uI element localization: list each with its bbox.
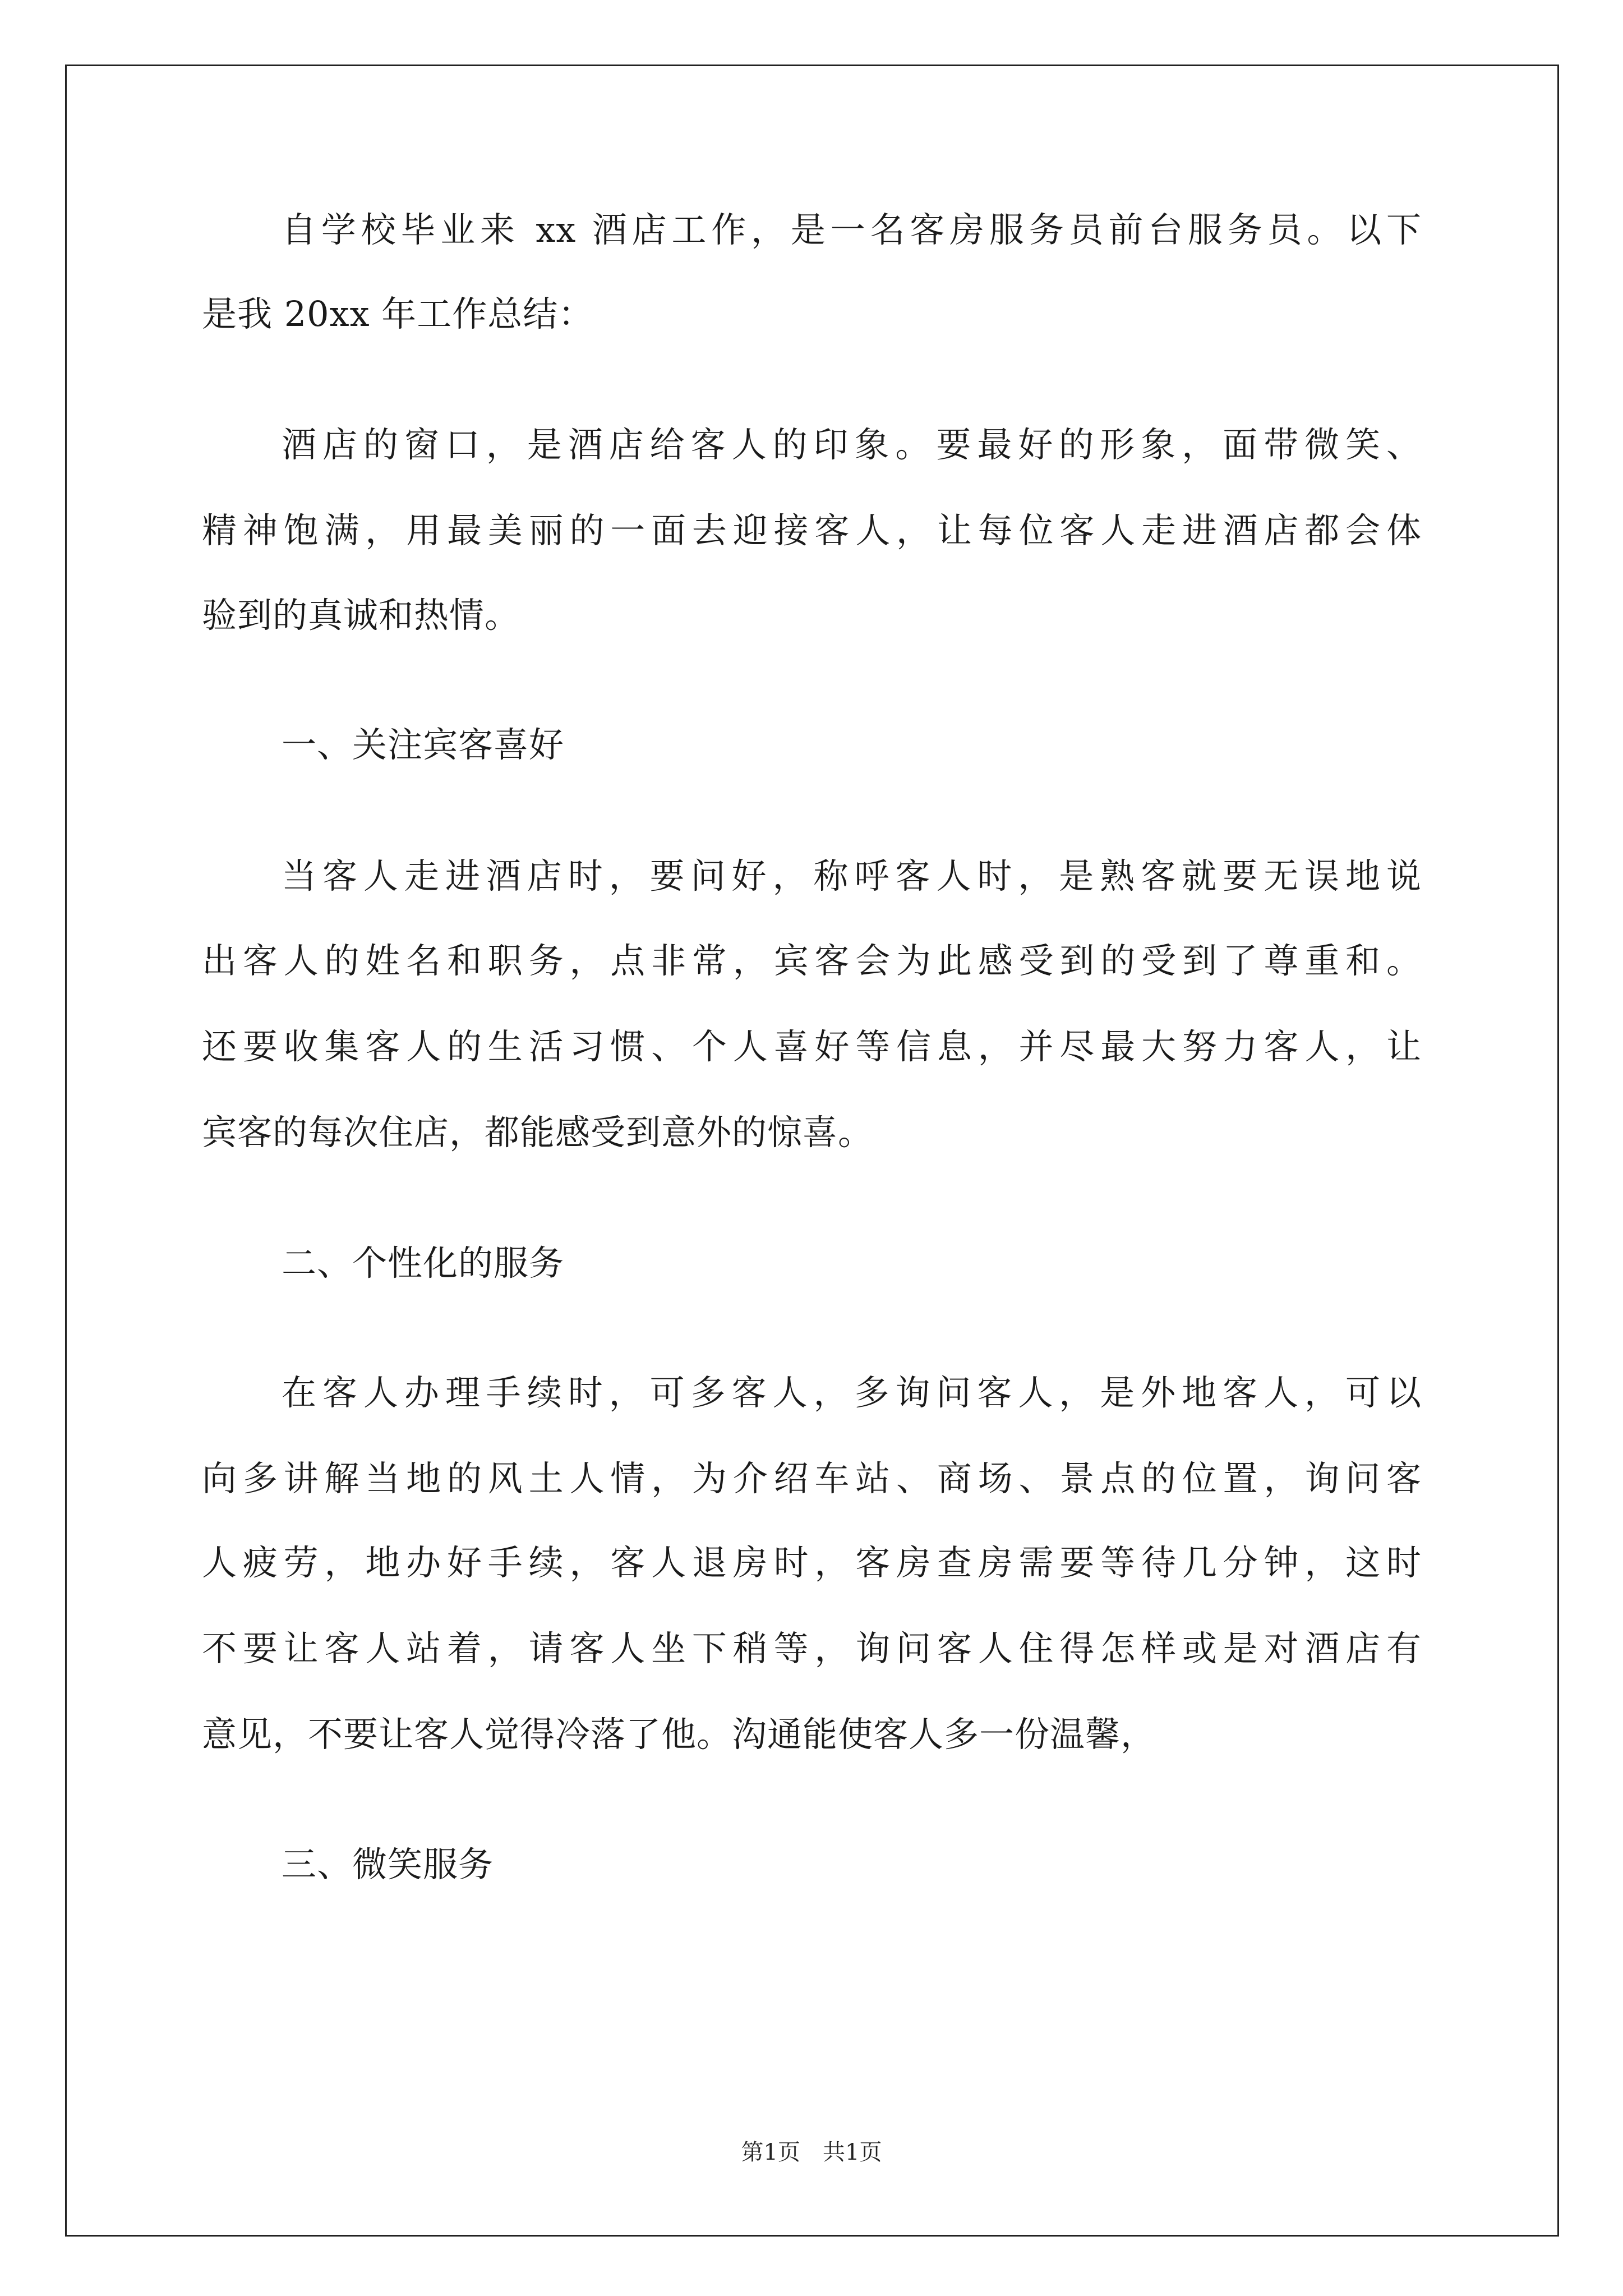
paragraph-line: 宾客的每次住店，都能感受到意外的惊喜。 (202, 1112, 874, 1153)
paragraph-line: 验到的真诚和热情。 (202, 595, 520, 636)
paragraph-line: 出客人的姓名和职务，点非常，宾客会为此感受到的受到了尊重和。 (202, 940, 1422, 981)
section-heading: 二、个性化的服务 (282, 1243, 565, 1283)
paragraph-line: 自学校毕业来 xx 酒店工作，是一名客房服务员前台服务员。以下 (282, 209, 1422, 250)
paragraph-line: 在客人办理手续时，可多客人，多询问客人，是外地客人，可以 (282, 1372, 1422, 1413)
paragraph-line: 精神饱满，用最美丽的一面去迎接客人，让每位客人走进酒店都会体 (202, 510, 1422, 551)
paragraph-line: 当客人走进酒店时，要问好，称呼客人时，是熟客就要无误地说 (282, 855, 1422, 896)
paragraph-line: 人疲劳，地办好手续，客人退房时，客房查房需要等待几分钟，这时 (202, 1542, 1422, 1583)
paragraph-line: 意见，不要让客人觉得冷落了他。沟通能使客人多一份温馨， (202, 1714, 1156, 1755)
paragraph-line: 不要让客人站着，请客人坐下稍等，询问客人住得怎样或是对酒店有 (202, 1628, 1422, 1669)
paragraph-line: 酒店的窗口，是酒店给客人的印象。要最好的形象，面带微笑、 (282, 424, 1422, 465)
paragraph-line: 是我 20xx 年工作总结： (202, 293, 594, 334)
paragraph-line: 向多讲解当地的风土人情，为介绍车站、商场、景点的位置，询问客 (202, 1458, 1422, 1499)
section-heading: 三、微笑服务 (282, 1844, 494, 1885)
paragraph-line: 还要收集客人的生活习惯、个人喜好等信息，并尽最大努力客人，让 (202, 1026, 1422, 1067)
page-number-footer: 第1页 共1页 (741, 2139, 882, 2165)
section-heading: 一、关注宾客喜好 (282, 724, 565, 765)
